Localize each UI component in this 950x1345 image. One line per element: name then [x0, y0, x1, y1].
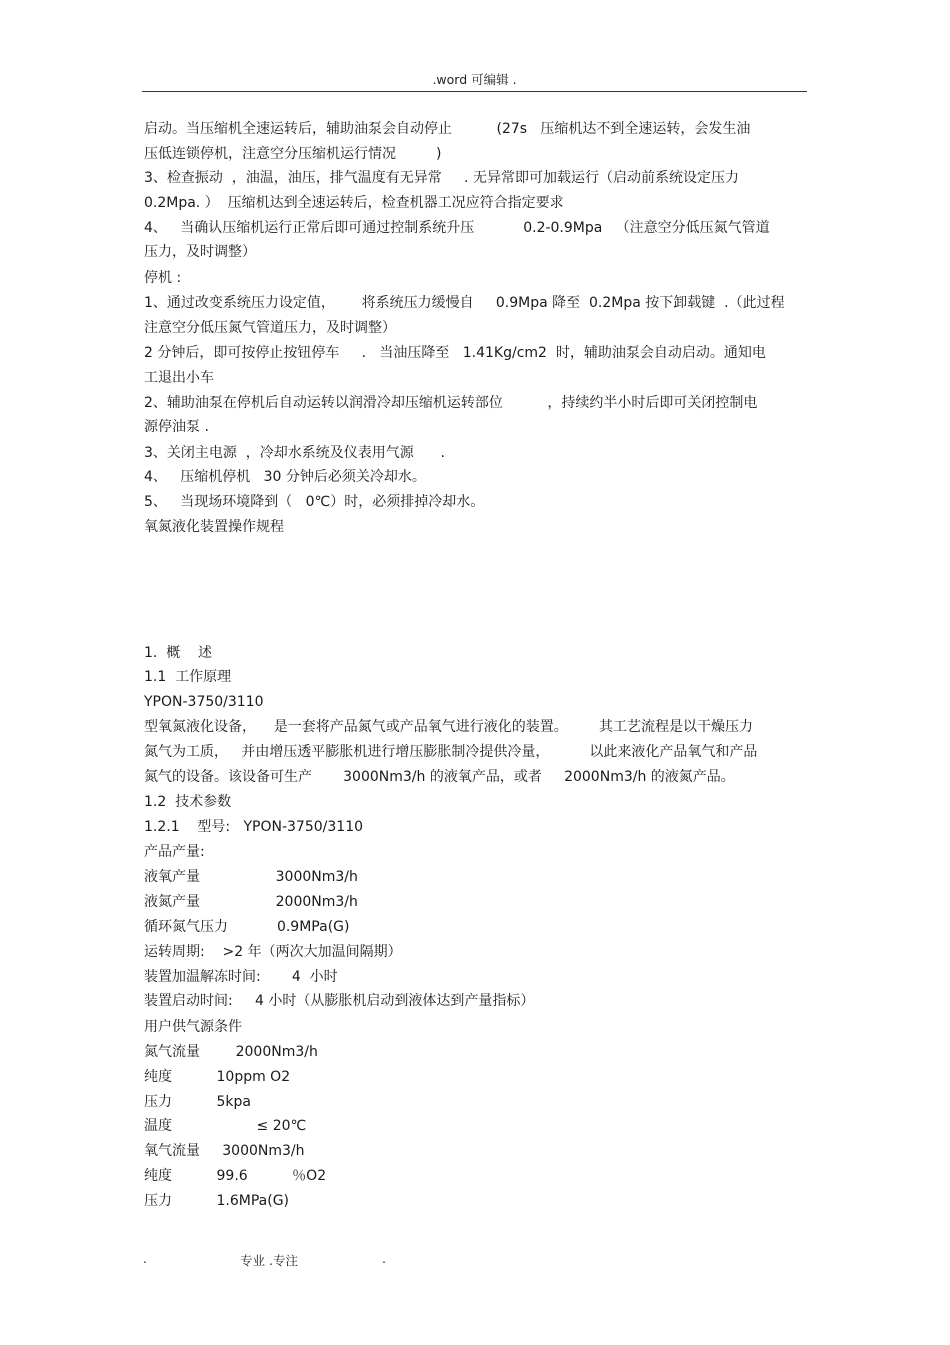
text-line: 2 分钟后，即可按停止按钮停车 . 当油压降至 1.41Kg/cm2 时，辅助油泵会自动启动。通知电	[144, 345, 766, 361]
spec-row: 运转周期: >2 年（两次大加温间隔期）	[144, 944, 402, 960]
section-heading: 停机 :	[144, 270, 182, 286]
text-line: 4、 压缩机停机 30 分钟后必须关冷却水。	[144, 469, 426, 485]
text-line: 氮气的设备。该设备可生产 3000Nm3/h 的液氧产品，或者 2000Nm3/h 的液氮产品。	[144, 769, 735, 785]
text-line: 1、通过改变系统压力设定值， 将系统压力缓慢自 0.9Mpa 降至 0.2Mpa 按下卸载键 .（此过程	[144, 295, 785, 311]
spec-row: 装置启动时间: 4 小时（从膨胀机启动到液体达到产量指标）	[144, 993, 535, 1009]
text-line: 产品产量:	[144, 844, 205, 860]
text-line: 3、检查振动 ，油温，油压，排气温度有无异常 . 无异常即可加载运行（启动前系统设定压力	[144, 170, 739, 186]
spec-row: 压力 1.6MPa(G)	[144, 1193, 290, 1209]
text-line: 2、辅助油泵在停机后自动运转以润滑冷却压缩机运转部位 ，持续约半小时后即可关闭控制电	[144, 395, 758, 411]
page-footer: 专业 .专注	[240, 1253, 298, 1268]
spec-row: 液氧产量 3000Nm3/h	[144, 869, 358, 885]
text-line: 工退出小车	[144, 370, 214, 386]
document-title: 氧氮液化装置操作规程	[144, 519, 284, 535]
text-line: 1.2.1 型号: YPON-3750/3110	[144, 819, 364, 835]
spec-row: 压力 5kpa	[144, 1094, 251, 1110]
text-line: 氮气为工质， 并由增压透平膨胀机进行增压膨胀制冷提供冷量， 以此来液化产品氧气和产品	[144, 744, 758, 760]
footer-left-mark: .	[143, 1251, 147, 1266]
spec-row: 纯度 10ppm O2	[144, 1069, 291, 1085]
text-line: 5、 当现场环境降到（ 0℃）时，必须排掉冷却水。	[144, 494, 485, 510]
spec-row: 氧气流量 3000Nm3/h	[144, 1143, 305, 1159]
spec-row: 装置加温解冻时间: 4 小时	[144, 969, 338, 985]
text-line: YPON-3750/3110	[144, 694, 264, 710]
text-line: 型氧氮液化设备， 是一套将产品氮气或产品氧气进行液化的装置。 其工艺流程是以干燥压力	[144, 719, 753, 735]
header-divider	[142, 91, 807, 92]
footer-right-mark: .	[382, 1251, 386, 1266]
text-line: 压低连锁停机，注意空分压缩机运行情况 )	[144, 146, 442, 162]
text-line: 用户供气源条件	[144, 1019, 242, 1035]
spec-row: 纯度 99.6 ％O2	[144, 1168, 327, 1184]
section-heading: 1. 概 述	[144, 645, 213, 661]
spec-row: 循环氮气压力 0.9MPa(G)	[144, 919, 350, 935]
text-line: 启动。当压缩机全速运转后，辅助油泵会自动停止 (27s 压缩机达不到全速运转，会发生油	[144, 121, 751, 137]
text-line: 4、 当确认压缩机运行正常后即可通过控制系统升压 0.2-0.9Mpa （注意空分低压氮气管道	[144, 220, 770, 236]
text-line: 源停油泵 .	[144, 419, 209, 435]
text-line: 注意空分低压氮气管道压力，及时调整）	[144, 320, 396, 336]
text-line: 3、关闭主电源 ，冷却水系统及仪表用气源 .	[144, 445, 445, 461]
subsection-heading: 1.1 工作原理	[144, 669, 232, 685]
spec-row: 温度 ≤ 20℃	[144, 1118, 307, 1134]
spec-row: 液氮产量 2000Nm3/h	[144, 894, 358, 910]
page-header: .word 可编辑 .	[432, 72, 517, 87]
spec-row: 氮气流量 2000Nm3/h	[144, 1044, 318, 1060]
subsection-heading: 1.2 技术参数	[144, 794, 232, 810]
text-line: 0.2Mpa. ） 压缩机达到全速运转后，检查机器工况应符合指定要求	[144, 195, 564, 211]
text-line: 压力，及时调整）	[144, 244, 256, 260]
